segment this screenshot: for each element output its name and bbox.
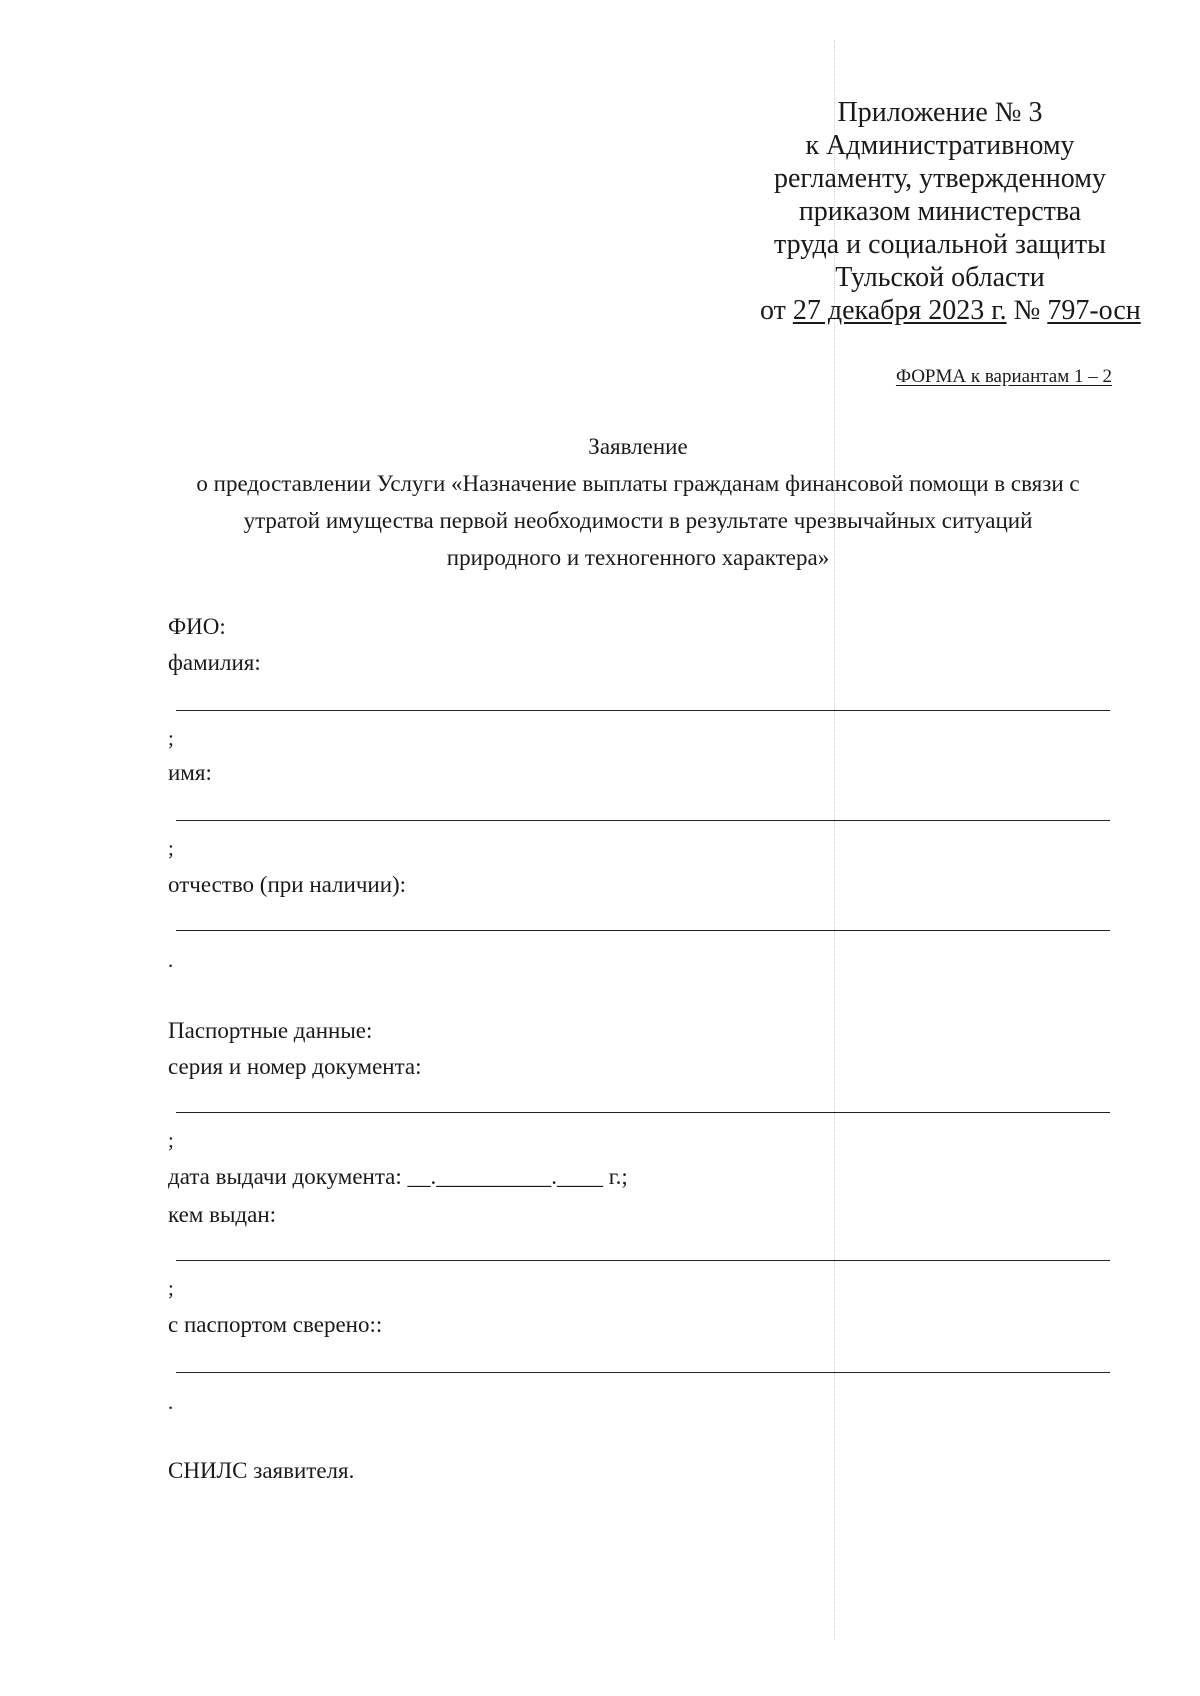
title-line: о предоставлении Услуги «Назначение выплаты гражданам финансовой помощи в связи с	[196, 471, 1080, 496]
series-number-label: серия и номер документа:	[168, 1054, 422, 1079]
issued-by-line[interactable]	[176, 1260, 1110, 1261]
appendix-ref-line: труда и социальной защиты	[774, 229, 1106, 260]
patronymic-line[interactable]	[176, 930, 1110, 931]
application-title	[150, 428, 1126, 576]
appendix-header	[760, 96, 1141, 327]
issue-date-field[interactable]: дата выдачи документа: __.__________.____ г.;	[168, 1164, 628, 1189]
snils-label: СНИЛС заявителя.	[168, 1458, 355, 1483]
order-number: 797-осн	[1047, 295, 1141, 326]
order-prefix: от	[760, 295, 786, 326]
title-heading: Заявление	[588, 434, 688, 459]
verified-end: .	[168, 1390, 174, 1414]
surname-label: фамилия:	[168, 650, 261, 675]
name-label: имя:	[168, 760, 212, 785]
patronymic-end: .	[168, 948, 174, 972]
verified-label: с паспортом сверено::	[168, 1312, 383, 1337]
surname-end: ;	[168, 726, 174, 750]
form-variant-tag: ФОРМА к вариантам 1 – 2	[895, 366, 1112, 387]
title-line: утратой имущества первой необходимости в результате чрезвычайных ситуаций	[243, 508, 1033, 533]
surname-line[interactable]	[176, 710, 1110, 711]
verified-line[interactable]	[176, 1372, 1110, 1373]
title-line: природного и техногенного характера»	[446, 545, 830, 570]
appendix-ref-line: регламенту, утвержденному	[774, 163, 1106, 194]
name-end: ;	[168, 836, 174, 860]
issued-by-end: ;	[168, 1276, 174, 1300]
order-date: 27 декабря 2023 г.	[792, 295, 1007, 326]
series-number-line[interactable]	[176, 1112, 1110, 1113]
issued-by-label: кем выдан:	[168, 1202, 277, 1227]
series-end: ;	[168, 1128, 174, 1152]
appendix-ref-line: к Административному	[805, 130, 1075, 161]
name-line[interactable]	[176, 820, 1110, 821]
order-date-number	[760, 294, 1141, 327]
passport-label: Паспортные данные:	[168, 1018, 373, 1043]
appendix-number: Приложение № 3	[837, 97, 1043, 128]
appendix-ref-line: Тульской области	[835, 262, 1045, 293]
patronymic-label: отчество (при наличии):	[168, 872, 407, 897]
appendix-ref-line: приказом министерства	[798, 196, 1082, 227]
order-number-sign: №	[1013, 295, 1041, 326]
fio-label: ФИО:	[168, 614, 226, 639]
